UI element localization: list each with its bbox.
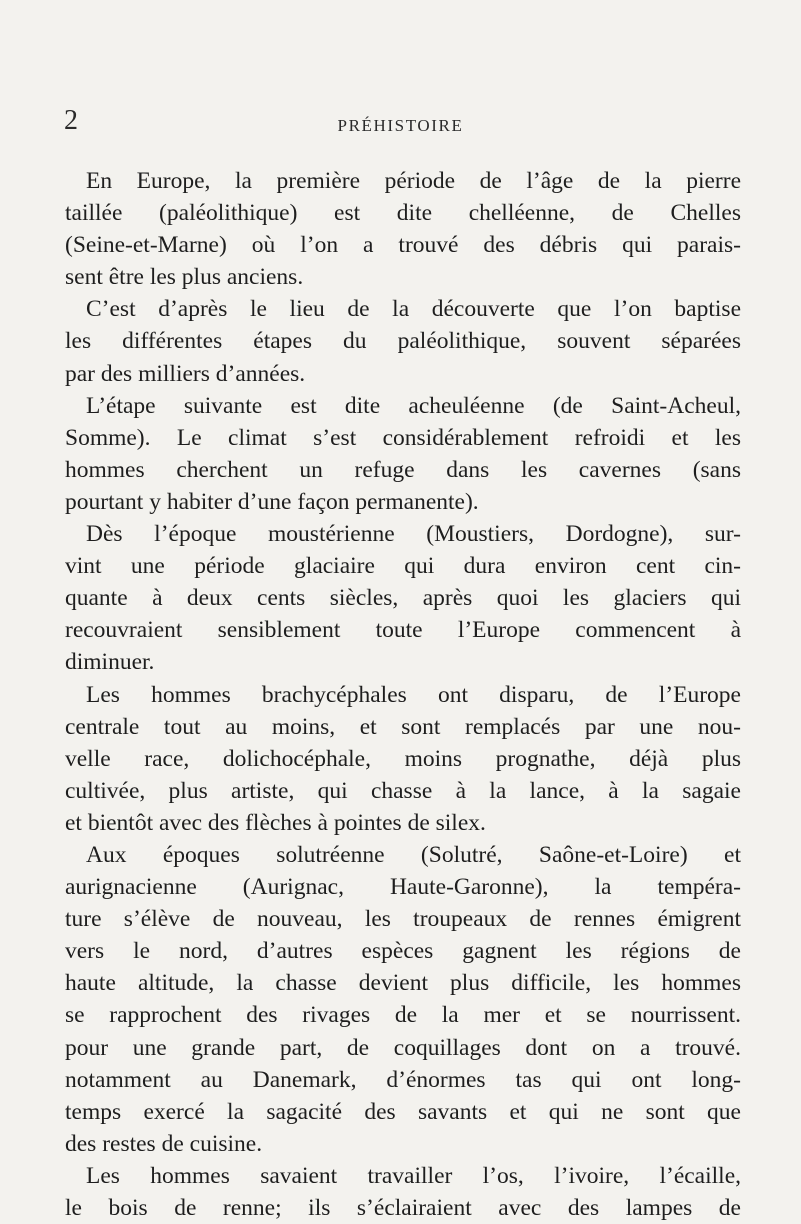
- text-line: haute altitude, la chasse devient plus difficile, les hommes: [65, 970, 741, 997]
- body-text: [65, 165, 741, 1224]
- text-line: par des milliers d’années.: [65, 360, 306, 387]
- text-line: velle race, dolichocéphale, moins prognathe, déjà plus: [65, 745, 741, 772]
- text-line: Somme). Le climat s’est considérablement refroidi et les: [65, 424, 741, 451]
- text-line: des restes de cuisine.: [65, 1130, 263, 1157]
- text-line: vint une période glaciaire qui dura environ cent cin-: [65, 553, 741, 580]
- text-line: les différentes étapes du paléolithique, souvent séparées: [65, 328, 741, 355]
- text-line: aurignacienne (Aurignac, Haute-Garonne), la tempéra-: [65, 874, 741, 901]
- text-line: ture s’élève de nouveau, les troupeaux de rennes émigrent: [65, 906, 741, 933]
- text-line: notamment au Danemark, d’énormes tas qui ont long-: [65, 1066, 741, 1093]
- text-line: hommes cherchent un refuge dans les cavernes (sans: [65, 456, 741, 483]
- text-line: taillée (paléolithique) est dite chelléenne, de Chelles: [65, 200, 741, 227]
- text-line: le bois de renne; ils s’éclairaient avec des lampes de: [65, 1195, 741, 1221]
- text-line: En Europe, la première période de l’âge de la pierre: [86, 168, 741, 194]
- text-line: C’est d’après le lieu de la découverte que l’on baptise: [86, 296, 741, 323]
- page-number: 2: [64, 105, 78, 136]
- text-line: temps exercé la sagacité des savants et qui ne sont que: [65, 1098, 741, 1125]
- text-line: quante à deux cents siècles, après quoi les glaciers qui: [65, 585, 741, 612]
- text-line: Aux époques solutréenne (Solutré, Saône-et-Loire) et: [86, 841, 741, 868]
- text-line: cultivée, plus artiste, qui chasse à la lance, à la sagaie: [65, 777, 741, 804]
- text-line: pour une grande part, de coquillages dont on a trouvé.: [65, 1034, 741, 1061]
- running-title: PRÉHISTOIRE: [337, 116, 464, 135]
- text-line: sent être les plus anciens.: [65, 264, 304, 291]
- text-line: pourtant y habiter d’une façon permanente).: [65, 488, 479, 515]
- text-line: vers le nord, d’autres espèces gagnent les régions de: [65, 938, 741, 965]
- text-line: (Seine-et-Marne) où l’on a trouvé des débris qui parais-: [65, 232, 741, 259]
- text-line: centrale tout au moins, et sont remplacés par une nou-: [65, 713, 741, 740]
- text-line: se rapprochent des rivages de la mer et se nourrissent.: [65, 1002, 741, 1029]
- text-line: Dès l’époque moustérienne (Moustiers, Dordogne), sur-: [86, 521, 741, 548]
- text-line: diminuer.: [65, 649, 155, 676]
- text-line: Les hommes savaient travailler l’os, l’ivoire, l’écaille,: [86, 1162, 741, 1189]
- text-line: recouvraient sensiblement toute l’Europe commencent à: [65, 617, 741, 644]
- text-line: et bientôt avec des flèches à pointes de silex.: [65, 809, 486, 836]
- text-line: L’étape suivante est dite acheuléenne (de Saint-Acheul,: [86, 392, 741, 419]
- text-line: Les hommes brachycéphales ont disparu, de l’Europe: [86, 681, 741, 708]
